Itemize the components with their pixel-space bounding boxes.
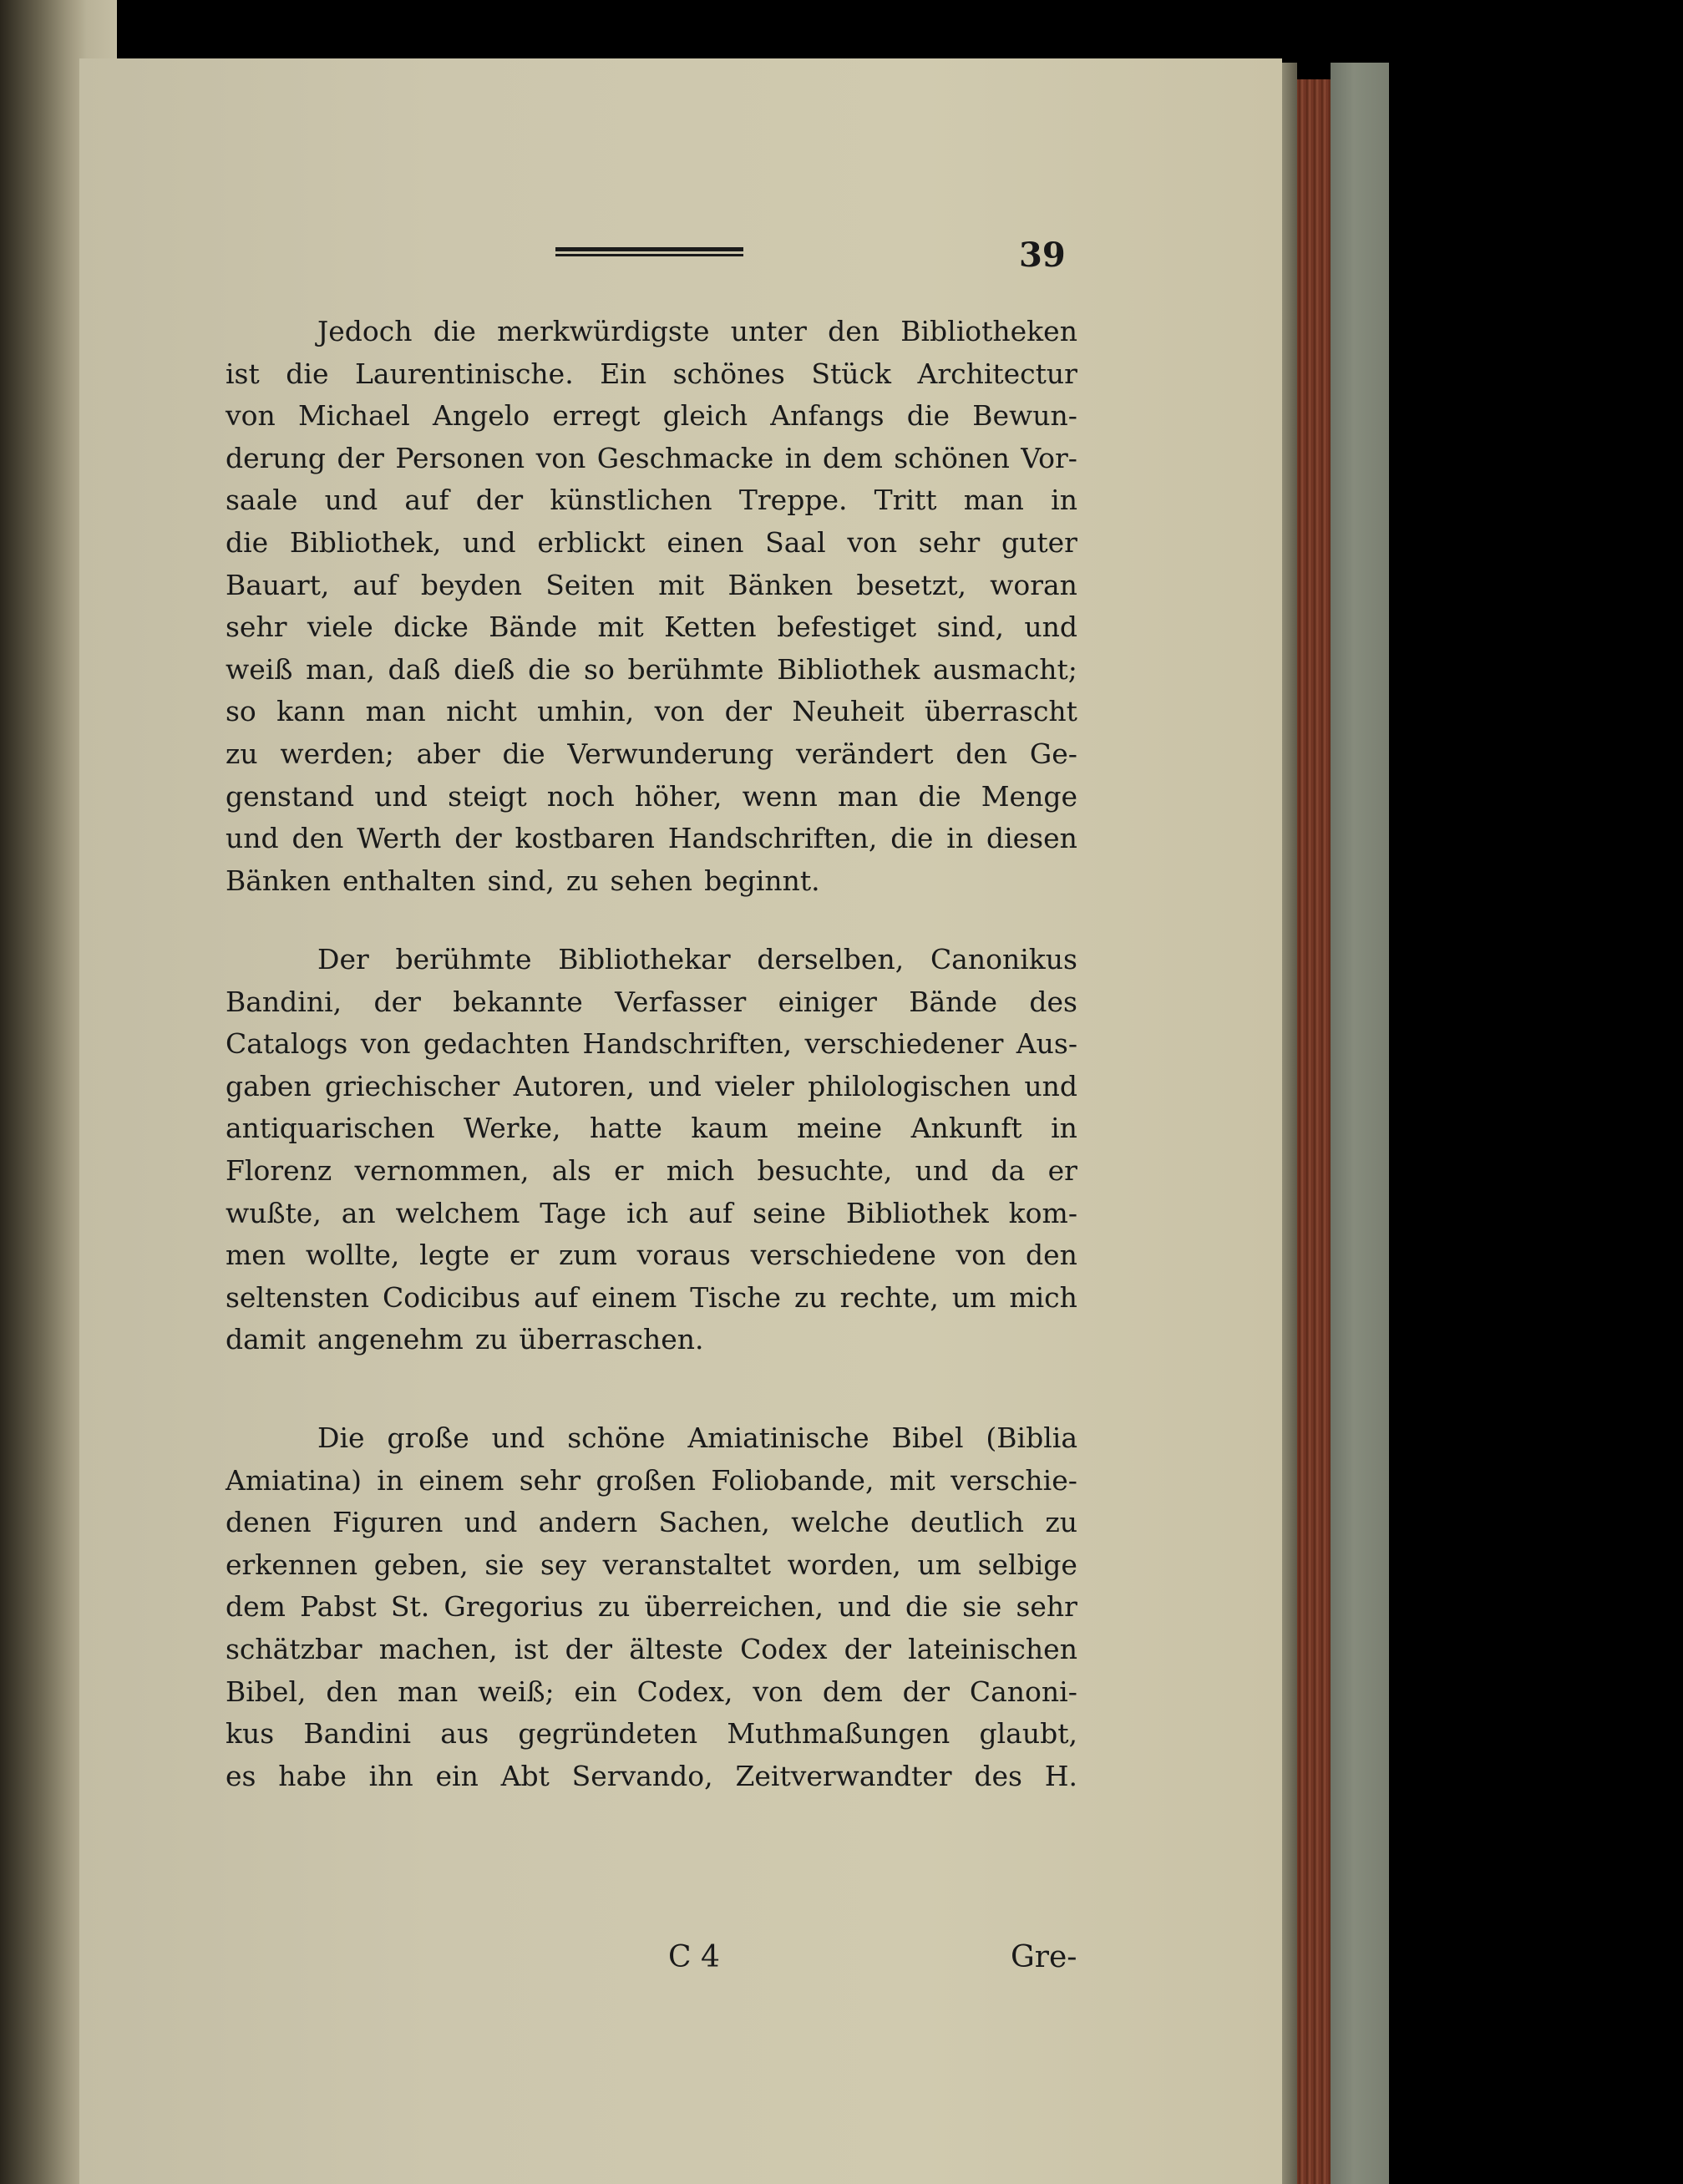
- text-line: die Bibliothek, und erblickt einen Saal von sehr guter: [226, 525, 1077, 559]
- text-line: zu werden; aber die Verwunderung verändert den Ge-: [226, 737, 1077, 770]
- text-line: wußte, an welchem Tage ich auf seine Bibliothek kom-: [226, 1196, 1077, 1229]
- facing-page-edge: [0, 0, 67, 2184]
- text-line: es habe ihn ein Abt Servando, Zeitverwandter des H.: [226, 1759, 1077, 1792]
- fore-edge: [1297, 79, 1331, 2184]
- text-line: Bauart, auf beyden Seiten mit Bänken besetzt, woran: [226, 568, 1077, 601]
- text-line: Jedoch die merkwürdigste unter den Bibliotheken: [317, 315, 1077, 347]
- text-line: Bibel, den man weiß; ein Codex, von dem der Canoni-: [226, 1675, 1077, 1708]
- text-line: Die große und schöne Amiatinische Bibel (Biblia: [317, 1421, 1077, 1454]
- catchword: Gre-: [1011, 1940, 1077, 1974]
- text-line: Florenz vernommen, als er mich besuchte, und da er: [226, 1153, 1077, 1187]
- header-rule: [555, 247, 743, 259]
- text-line: antiquarischen Werke, hatte kaum meine Ankunft in: [226, 1112, 1077, 1145]
- text-line: weiß man, daß dieß die so berühmte Bibliothek ausmacht;: [226, 652, 1077, 686]
- text-line: men wollte, legte er zum voraus verschiedene von den: [226, 1239, 1077, 1272]
- text-line: seltensten Codicibus auf einem Tische zu rechte, um mich: [226, 1280, 1077, 1314]
- text-line: Bänken enthalten sind, zu sehen beginnt.: [226, 864, 820, 897]
- text-line: ist die Laurentinische. Ein schönes Stück Architectur: [226, 357, 1077, 390]
- text-line: Bandini, der bekannte Verfasser einiger Bände des: [226, 985, 1077, 1018]
- text-line: genstand und steigt noch höher, wenn man die Menge: [226, 779, 1077, 813]
- text-line: Catalogs von gedachten Handschriften, verschiedener Aus-: [226, 1027, 1077, 1061]
- text-line: schätzbar machen, ist der älteste Codex der lateinischen: [226, 1632, 1077, 1665]
- page-number: 39: [1019, 236, 1066, 275]
- text-line: Amiatina) in einem sehr großen Foliobande, mit verschie-: [226, 1463, 1077, 1497]
- text-line: denen Figuren und andern Sachen, welche deutlich zu: [226, 1506, 1077, 1539]
- text-line: damit angenehm zu überraschen.: [226, 1323, 704, 1356]
- paragraph-3: [226, 1417, 1077, 1797]
- paragraph-1: [226, 311, 1077, 902]
- text-line: erkennen geben, sie sey veranstaltet worden, um selbige: [226, 1548, 1077, 1581]
- text-line: so kann man nicht umhin, von der Neuheit überrascht: [226, 695, 1077, 728]
- text-line: derung der Personen von Geschmacke in dem schönen Vor-: [226, 441, 1077, 474]
- signature-mark: C 4: [668, 1940, 720, 1974]
- text-line: und den Werth der kostbaren Handschriften, die in diesen: [226, 822, 1077, 855]
- book-cover-board: [1331, 63, 1389, 2184]
- text-line: kus Bandini aus gegründeten Muthmaßungen glaubt,: [226, 1717, 1077, 1751]
- text-line: dem Pabst St. Gregorius zu überreichen, und die sie sehr: [226, 1590, 1077, 1624]
- text-line: saale und auf der künstlichen Treppe. Tritt man in: [226, 484, 1077, 517]
- text-line: von Michael Angelo erregt gleich Anfangs die Bewun-: [226, 399, 1077, 433]
- text-line: gaben griechischer Autoren, und vieler philologischen und: [226, 1069, 1077, 1102]
- text-line: sehr viele dicke Bände mit Ketten befestiget sind, und: [226, 611, 1077, 644]
- page-edge-shadow: [1282, 63, 1297, 2184]
- text-line: Der berühmte Bibliothekar derselben, Canonikus: [317, 943, 1077, 975]
- paragraph-2: [226, 939, 1077, 1361]
